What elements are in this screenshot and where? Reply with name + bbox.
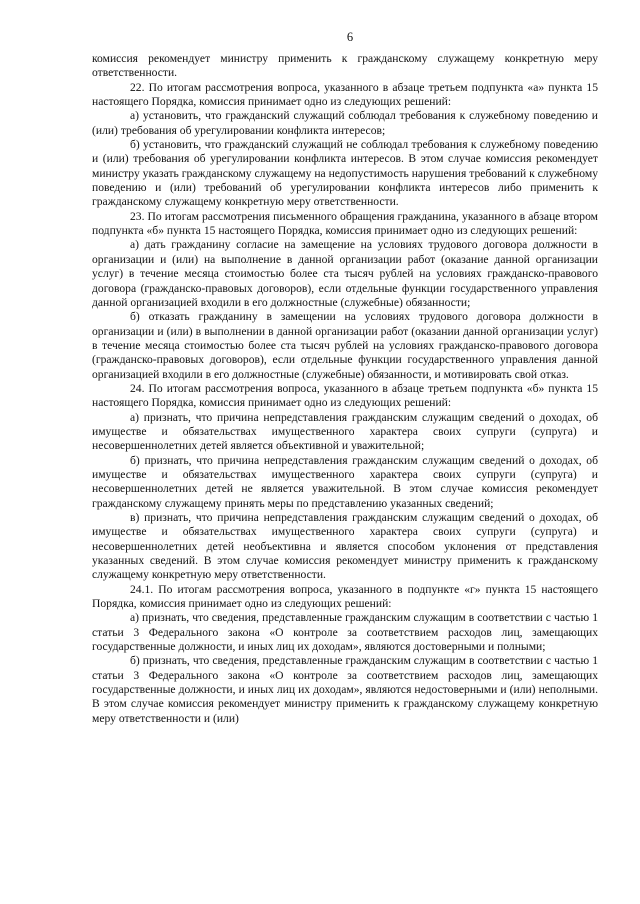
paragraph-23-b: б) отказать гражданину в замещении на условиях трудового договора должности в организации и (или) в выполнении в данной организации работ (оказании данной организации услуг) в течение месяца стоимостью более ста тысяч рублей на условиях гражданско-правового договора (гражданско-правовых договоров), если отдельные функции государственного управления данной организацией входили в его должностные (служебные) обязанности, и мотивировать свой отказ. <box>92 310 598 381</box>
paragraph-continuation: комиссия рекомендует министру применить к гражданскому служащему конкретную меру ответственности. <box>92 52 598 80</box>
paragraph-24-a: а) признать, что причина непредставления гражданским служащим сведений о доходах, об имуществе и обязательствах имущественного характера своих супруги (супруга) и несовершеннолетних детей является объективной и уважительной; <box>92 410 598 453</box>
paragraph-22-a: а) установить, что гражданский служащий соблюдал требования к служебному поведению и (или) требования об урегулировании конфликта интересов; <box>92 109 598 137</box>
paragraph-24-1-a: а) признать, что сведения, представленные гражданским служащим в соответствии с частью 1 статьи 3 Федерального закона «О контроле за соответствием расходов лиц, замещающих государственные должности, и иных лиц их доходам», являются достоверными и полными; <box>92 611 598 654</box>
paragraph-24-v: в) признать, что причина непредставления гражданским служащим сведений о доходах, об имуществе и обязательствах имущественного характера своих супруги (супруга) и несовершеннолетних детей необъективна и является способом уклонения от представления указанных сведений. В этом случае комиссия рекомендует министру применить к гражданскому служащему конкретную меру ответственности. <box>92 511 598 582</box>
paragraph-24: 24. По итогам рассмотрения вопроса, указанного в абзаце третьем подпункта «б» пункта 15 настоящего Порядка, комиссия принимает одно из следующих решений: <box>92 381 598 410</box>
paragraph-23-a: а) дать гражданину согласие на замещение на условиях трудового договора должности в организации и (или) на выполнение в данной организации работ (оказание данной организации услуг) в течение месяца стоимостью более ста тысяч рублей на условиях гражданско-правового договора (гражданско-правовых договоров), если отдельные функции государственного управления данной организацией входили в его должностные (служебные) обязанности; <box>92 238 598 309</box>
paragraph-24-1: 24.1. По итогам рассмотрения вопроса, указанного в подпункте «г» пункта 15 настоящего Порядка, комиссия принимает одно из следующих решений: <box>92 582 598 611</box>
paragraph-24-1-b: б) признать, что сведения, представленные гражданским служащим в соответствии с частью 1 статьи 3 Федерального закона «О контроле за соответствием расходов лиц, замещающих государственные должности, и иных лиц их доходам», являются недостоверными и (или) неполными. В этом случае комиссия рекомендует министру применить к гражданскому служащему конкретную меру ответственности и (или) <box>92 654 598 725</box>
paragraph-23: 23. По итогам рассмотрения письменного обращения гражданина, указанного в абзаце втором подпункта «б» пункта 15 настоящего Порядка, комиссия принимает одно из следующих решений: <box>92 209 598 238</box>
paragraph-22-b: б) установить, что гражданский служащий не соблюдал требования к служебному поведению и (или) требования об урегулировании конфликта интересов. В этом случае комиссия рекомендует министру указать гражданскому служащему на недопустимость нарушения требований к служебному поведению и (или) требований об урегулировании конфликта интересов либо применить к гражданскому служащему конкретную меру ответственности. <box>92 138 598 209</box>
paragraph-24-b: б) признать, что причина непредставления гражданским служащим сведений о доходах, об имуществе и обязательствах имущественного характера своих супруги (супруга) и несовершеннолетних детей не является уважительной. В этом случае комиссия рекомендует гражданскому служащему принять меры по представлению указанных сведений; <box>92 453 598 510</box>
paragraph-22: 22. По итогам рассмотрения вопроса, указанного в абзаце третьем подпункта «а» пункта 15 настоящего Порядка, комиссия принимает одно из следующих решений: <box>92 80 598 109</box>
page-number: 6 <box>346 30 354 44</box>
